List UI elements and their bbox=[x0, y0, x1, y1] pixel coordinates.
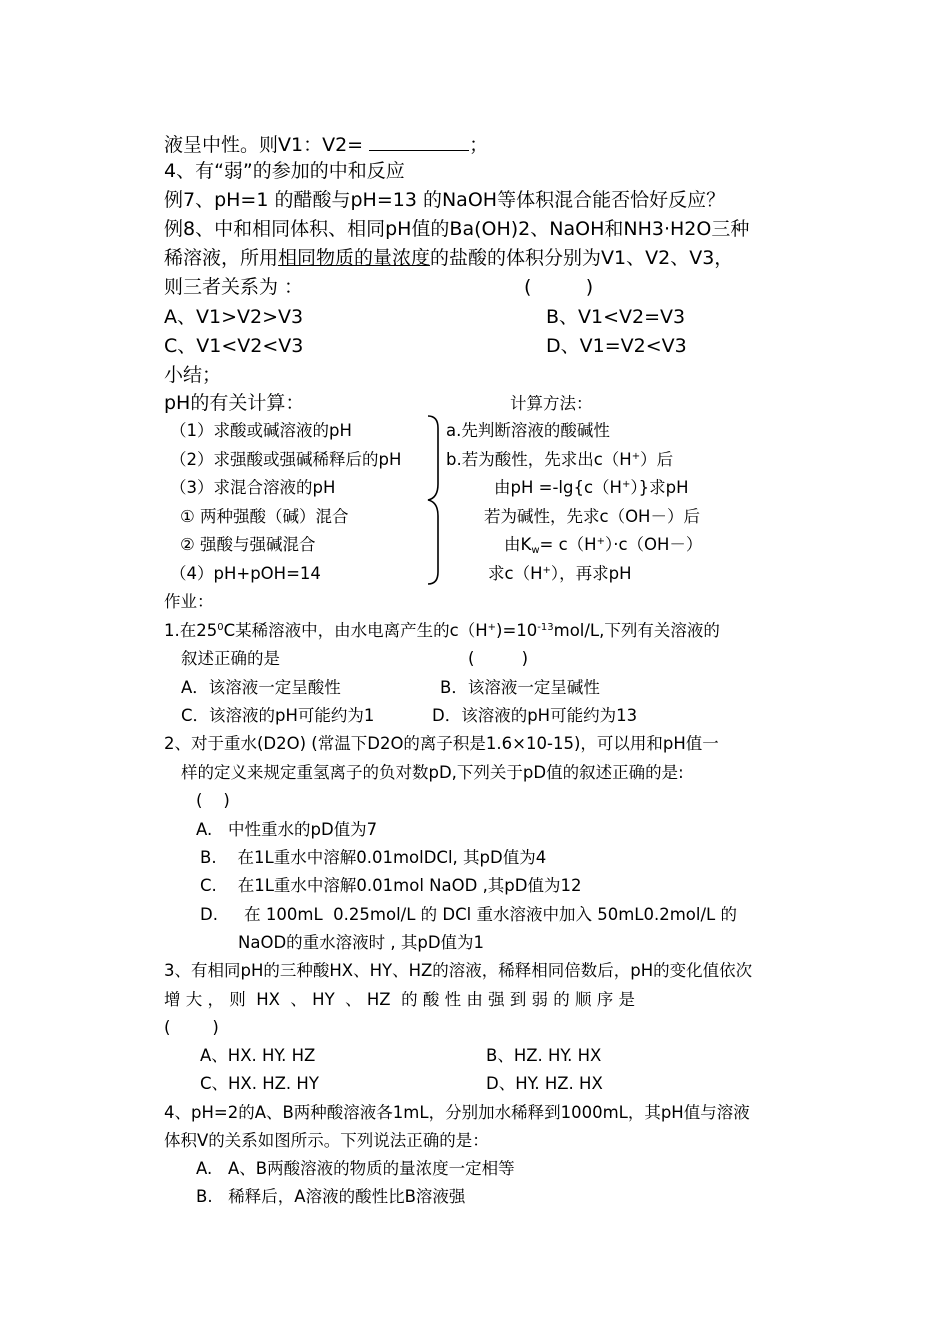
question-3-line2: 增 大 ， 则 HX 、 HY 、 HZ 的 酸 性 由 强 到 弱 的 顺 序 是 bbox=[164, 990, 636, 1009]
text: 液呈中性。则V1：V2= bbox=[164, 134, 364, 156]
question-3-line1: 3、有相同pH的三种酸HX、HY、HZ的溶液，稀释相同倍数后，pH的变化值依次 bbox=[164, 961, 753, 980]
text: ； bbox=[469, 134, 489, 156]
q1-option-a: A．该溶液一定呈酸性 bbox=[181, 678, 341, 697]
question-2-line1: 2、对于重水(D2O) (常温下D2O的离子积是1.6×10-15)，可以用和pH值一 bbox=[164, 734, 719, 753]
q1-option-d: D．该溶液的pH可能约为13 bbox=[432, 706, 638, 725]
text: ），再求pH bbox=[550, 564, 632, 583]
method-kw-formula bbox=[504, 537, 702, 554]
option-a: A、V1>V2>V3 bbox=[164, 306, 304, 328]
superscript: + bbox=[631, 451, 641, 462]
method-step-b bbox=[446, 452, 673, 469]
option-c: C、V1<V2<V3 bbox=[164, 335, 304, 357]
question-2-line2: 样的定义来规定重氢离子的负对数pD,下列关于pD值的叙述正确的是: bbox=[181, 763, 684, 782]
q2-option-c: C. 在1L重水中溶解0.01mol NaOD ,其pD值为12 bbox=[200, 876, 582, 895]
method-step-a: a.先判断溶液的酸碱性 bbox=[446, 421, 610, 440]
superscript: -13 bbox=[537, 622, 554, 633]
q2-option-b: B. 在1L重水中溶解0.01molDCl, 其pD值为4 bbox=[200, 848, 547, 867]
answer-bracket: ( ) bbox=[164, 1018, 219, 1037]
answer-bracket: ( ) bbox=[524, 276, 594, 298]
q3-option-d: D、HY. HZ. HX bbox=[486, 1074, 603, 1093]
superscript: + bbox=[542, 565, 551, 576]
text: ）·c（OH－） bbox=[604, 535, 703, 554]
text: 稀溶液，所用 bbox=[164, 247, 279, 269]
text: 的盐酸的体积分别为V1、V2、V3， bbox=[430, 247, 734, 269]
text: 由pH =-lg{c（H bbox=[494, 478, 622, 497]
calc-item-2: （2）求强酸或强碱稀释后的pH bbox=[170, 450, 402, 469]
calc-item-3a: ① 两种强酸（碱）混合 bbox=[180, 507, 349, 526]
q3-option-c: C、HX. HZ. HY bbox=[200, 1074, 319, 1093]
method-title: 计算方法： bbox=[510, 394, 593, 413]
method-ph-formula bbox=[494, 480, 688, 497]
q3-option-b: B、HZ. HY. HX bbox=[486, 1046, 602, 1065]
example-8-line1: 例8、中和相同体积、相同pH值的Ba(OH)2、NaOH和NH3·H2O三种 bbox=[164, 218, 750, 240]
question-4-line2: 体积V的关系如图所示。下列说法正确的是： bbox=[164, 1131, 489, 1150]
q4-option-b: B. 稀释后，A溶液的酸性比B溶液强 bbox=[196, 1187, 466, 1206]
text: 1.在25 bbox=[164, 621, 218, 640]
calc-item-1: （1）求酸或碱溶液的pH bbox=[170, 421, 352, 440]
superscript: + bbox=[596, 536, 605, 547]
superscript: 0 bbox=[217, 622, 224, 633]
question-4-line1: 4、pH=2的A、B两种酸溶液各1mL，分别加水稀释到1000mL，其pH值与溶液 bbox=[164, 1103, 750, 1122]
text: )=10 bbox=[496, 621, 538, 640]
superscript: + bbox=[621, 479, 631, 490]
section-heading: 4、有“弱”的参加的中和反应 bbox=[164, 160, 405, 182]
answer-bracket: ( ) bbox=[468, 649, 529, 668]
calc-title: pH的有关计算： bbox=[164, 392, 305, 414]
text-line bbox=[164, 134, 488, 155]
example-8-line3: 则三者关系为 ： bbox=[164, 276, 304, 298]
text: 求c（H bbox=[488, 564, 543, 583]
option-d: D、V1=V2<V3 bbox=[546, 335, 687, 357]
option-b: B、V1<V2=V3 bbox=[546, 306, 686, 328]
fill-blank bbox=[369, 134, 469, 151]
question-1-line2: 叙述正确的是 bbox=[181, 649, 280, 668]
answer-bracket: ( ) bbox=[196, 791, 230, 810]
q3-option-a: A、HX. HY. HZ bbox=[200, 1046, 316, 1065]
calc-item-3: （3）求混合溶液的pH bbox=[170, 478, 336, 497]
curly-brace bbox=[424, 414, 446, 586]
q2-option-d: D. 在 100mL 0.25mol/L 的 DCl 重水溶液中加入 50mL0.2mol/L 的 bbox=[200, 905, 737, 924]
method-final bbox=[488, 566, 632, 583]
calc-item-3b: ② 强酸与强碱混合 bbox=[180, 535, 316, 554]
example-7: 例7、pH=1 的醋酸与pH=13 的NaOH等体积混合能否恰好反应？ bbox=[164, 189, 726, 211]
q4-option-a: A. A、B两酸溶液的物质的量浓度一定相等 bbox=[196, 1159, 515, 1178]
text: = c（H bbox=[539, 535, 597, 554]
text: ）}求pH bbox=[630, 478, 689, 497]
text: ）后 bbox=[640, 450, 674, 469]
q2-option-d-cont: NaOD的重水溶液时 , 其pD值为1 bbox=[238, 933, 485, 952]
method-basic: 若为碱性，先求c（OH－）后 bbox=[484, 507, 700, 526]
homework-heading: 作业： bbox=[164, 592, 214, 611]
text: mol/L,下列有关溶液的 bbox=[553, 621, 720, 640]
underlined-text: 相同物质的量浓度 bbox=[278, 247, 431, 269]
q1-option-b: B．该溶液一定呈碱性 bbox=[440, 678, 600, 697]
subscript: w bbox=[531, 545, 540, 556]
superscript: + bbox=[487, 622, 497, 633]
text: b.若为酸性，先求出c（H bbox=[446, 450, 632, 469]
text: 由K bbox=[504, 535, 532, 554]
calc-item-4: （4）pH+pOH=14 bbox=[170, 564, 321, 583]
q1-option-c: C．该溶液的pH可能约为1 bbox=[181, 706, 375, 725]
q2-option-a: A. 中性重水的pD值为7 bbox=[196, 820, 378, 839]
text: C某稀溶液中，由水电离产生的c（H bbox=[223, 621, 488, 640]
question-1-line1 bbox=[164, 623, 720, 640]
summary-heading: 小结； bbox=[164, 364, 222, 386]
example-8-line2 bbox=[164, 249, 733, 268]
